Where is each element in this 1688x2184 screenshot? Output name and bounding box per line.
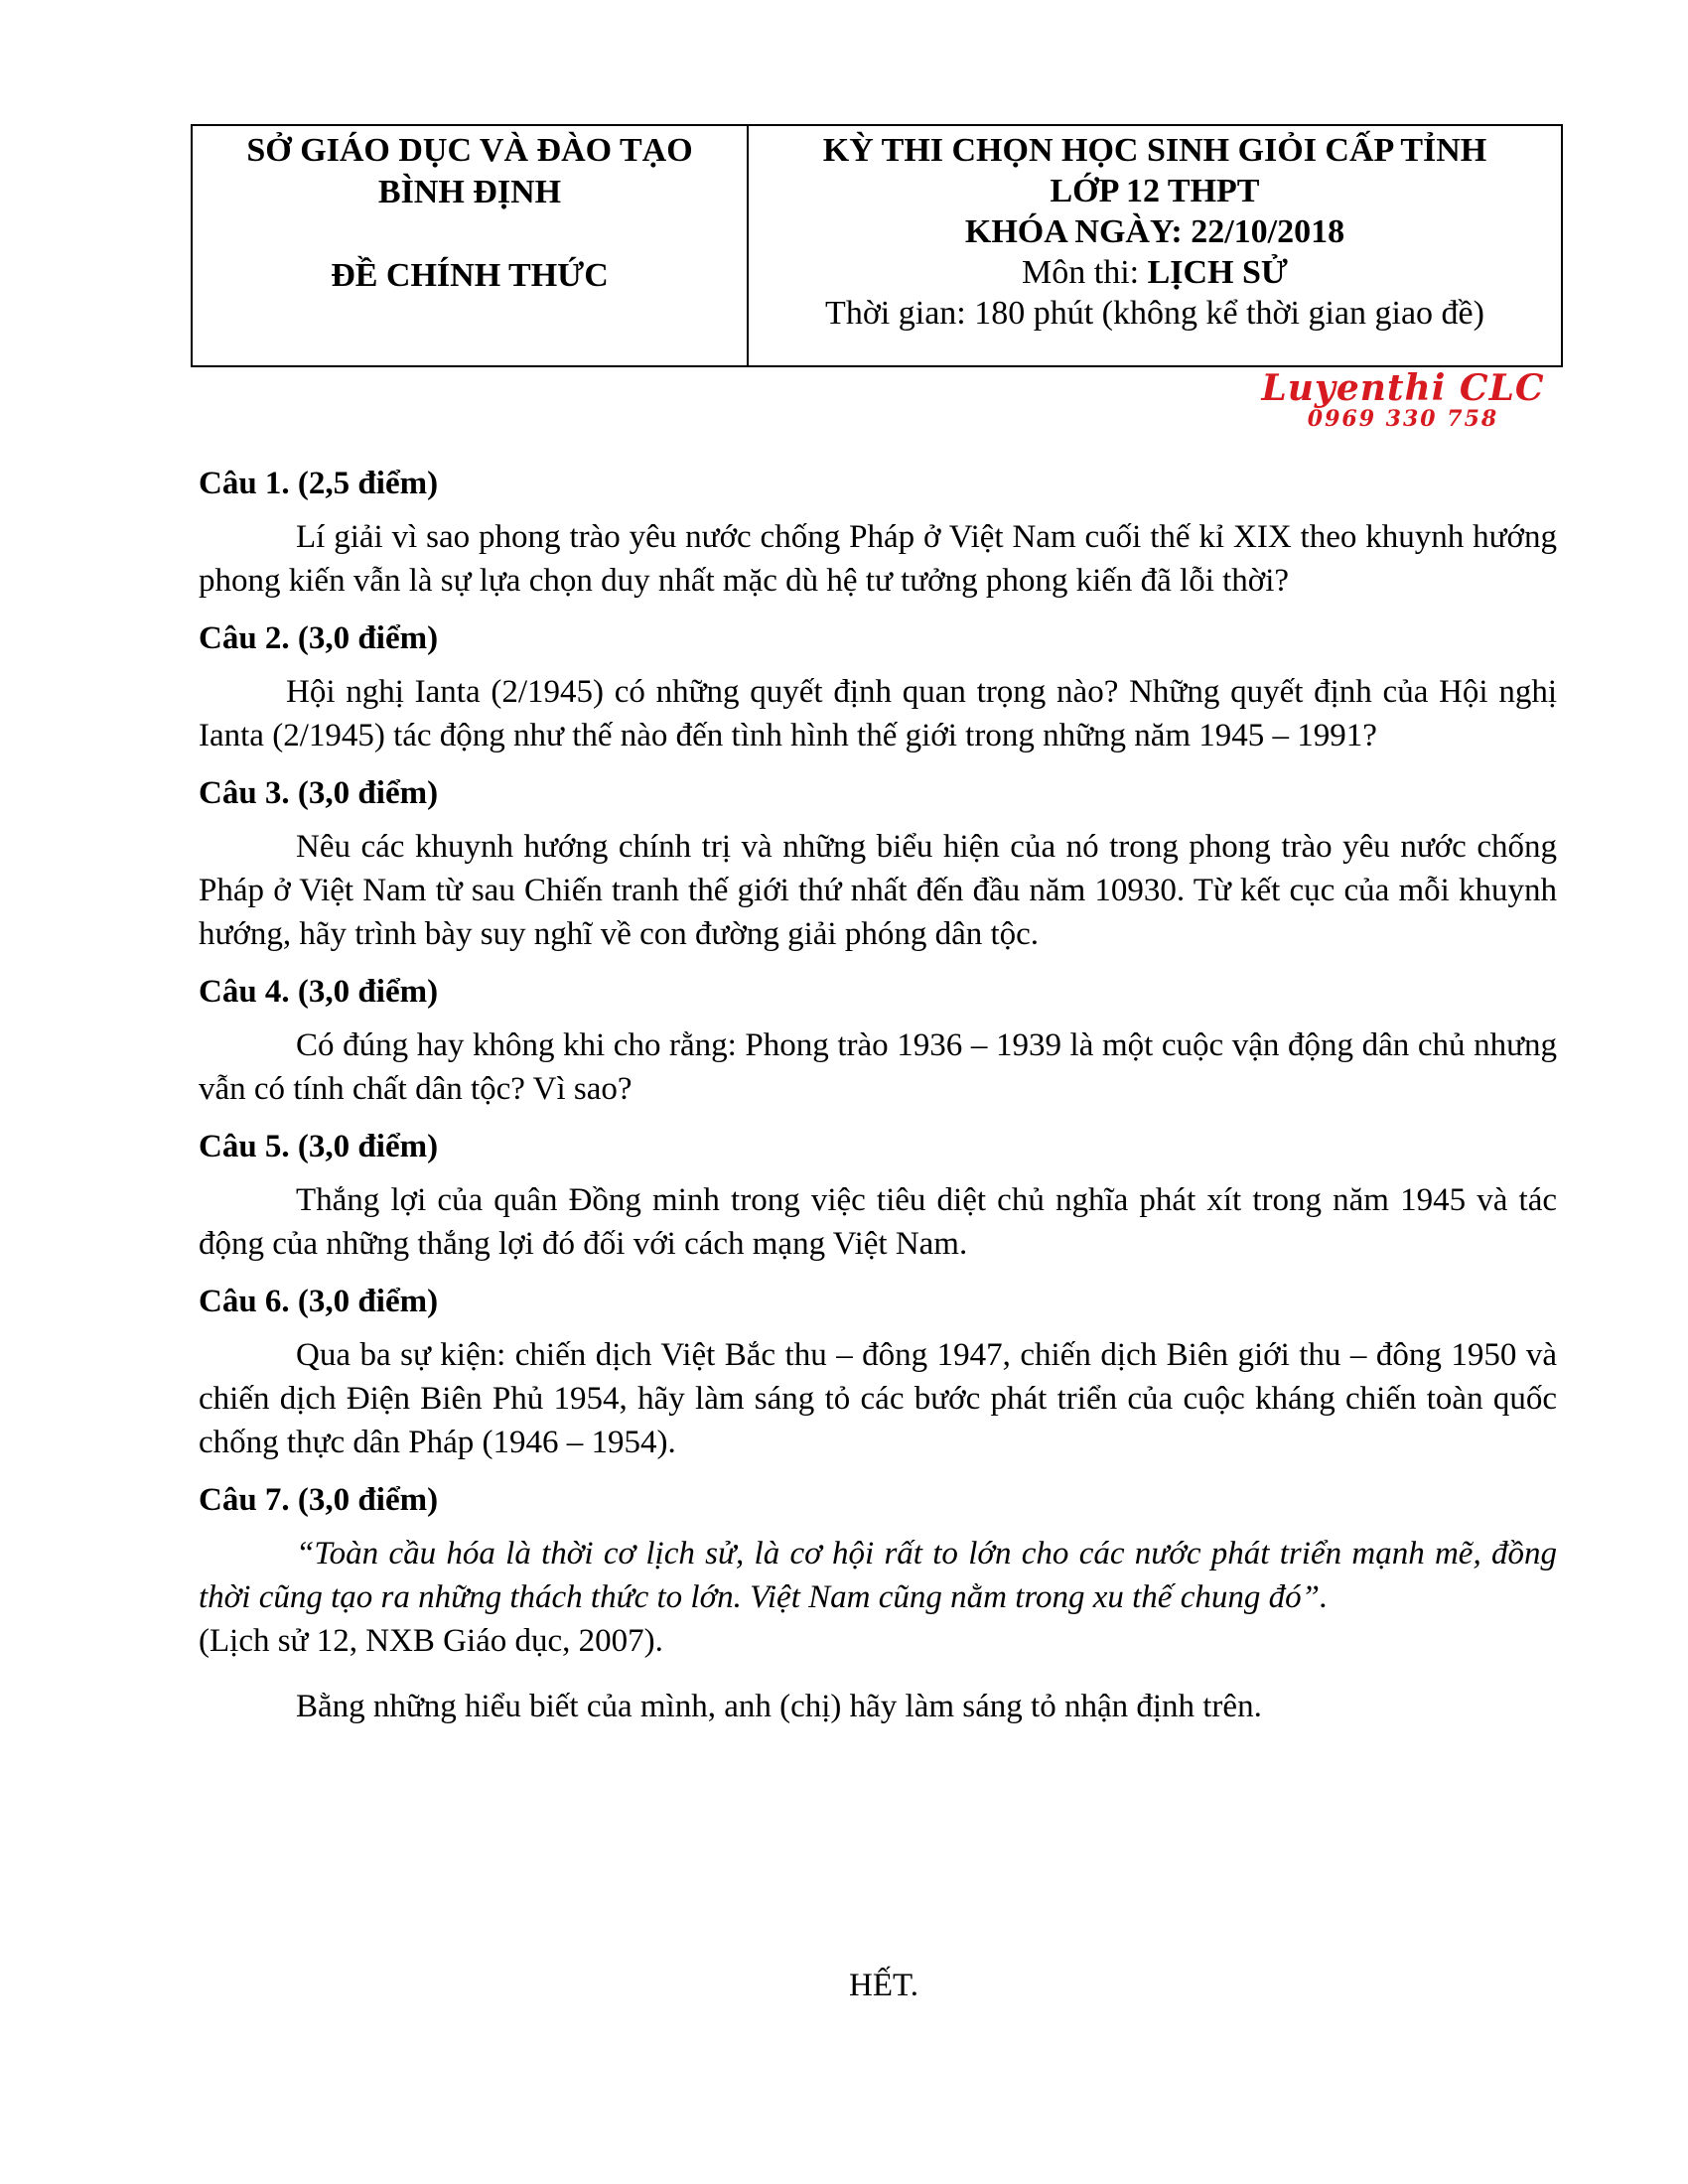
question-4	[199, 970, 1557, 1111]
watermark-phone: 0969 330 758	[1307, 406, 1499, 432]
header-table	[191, 124, 1563, 367]
subject-name: LỊCH SỬ	[1147, 254, 1288, 291]
questions-section	[199, 462, 1557, 1742]
question-title: Câu 4. (3,0 điểm)	[199, 974, 439, 1010]
question-title: Câu 3. (3,0 điểm)	[199, 775, 439, 811]
question-body: Lí giải vì sao phong trào yêu nước chống Pháp ở Việt Nam cuối thế kỉ XIX theo khuynh hướng phong kiến vẫn là sự lựa chọn duy nhất mặc dù hệ tư tưởng phong kiến đã lỗi thời?	[199, 519, 1557, 599]
question-body: Có đúng hay không khi cho rằng: Phong trào 1936 – 1939 là một cuộc vận động dân chủ nhưng vẫn có tính chất dân tộc? Vì sao?	[199, 1027, 1557, 1107]
question-body: Bằng những hiểu biết của mình, anh (chị) hãy làm sáng tỏ nhận định trên.	[296, 1689, 1262, 1724]
exam-subject-line	[749, 252, 1561, 293]
subject-prefix: Môn thi:	[1022, 254, 1148, 291]
department-name: SỞ GIÁO DỤC VÀ ĐÀO TẠO	[246, 132, 693, 169]
watermark-logo	[1249, 369, 1557, 431]
question-title: Câu 1. (2,5 điểm)	[199, 466, 439, 501]
end-marker: HẾT.	[849, 1968, 918, 2003]
watermark-name: Luyenthi CLC	[1261, 367, 1545, 409]
exam-date: KHÓA NGÀY: 22/10/2018	[964, 213, 1345, 250]
question-title: Câu 7. (3,0 điểm)	[199, 1482, 439, 1518]
question-title: Câu 6. (3,0 điểm)	[199, 1284, 439, 1319]
question-title: Câu 5. (3,0 điểm)	[199, 1129, 439, 1164]
question-7	[199, 1478, 1557, 1728]
province-name: BÌNH ĐỊNH	[377, 174, 562, 210]
question-title: Câu 2. (3,0 điểm)	[199, 620, 439, 656]
exam-duration: Thời gian: 180 phút (không kể thời gian giao đề)	[825, 295, 1484, 332]
question-6	[199, 1280, 1557, 1464]
header-right-cell	[749, 126, 1561, 365]
official-exam-label: ĐỀ CHÍNH THỨC	[331, 257, 609, 294]
question-body: Hội nghị Ianta (2/1945) có những quyết định quan trọng nào? Những quyết định của Hội nghị Ianta (2/1945) tác động như thế nào đến tình hình thế giới trong những năm 1945 – 1991?	[199, 674, 1557, 753]
question-1	[199, 462, 1557, 603]
question-2	[199, 616, 1557, 757]
exam-title: KỲ THI CHỌN HỌC SINH GIỎI CẤP TỈNH	[822, 132, 1487, 169]
exam-grade: LỚP 12 THPT	[1050, 173, 1260, 209]
question-body: Thắng lợi của quân Đồng minh trong việc tiêu diệt chủ nghĩa phát xít trong năm 1945 và tác động của những thắng lợi đó đối với cách mạng Việt Nam.	[199, 1182, 1557, 1262]
question-body: Qua ba sự kiện: chiến dịch Việt Bắc thu – đông 1947, chiến dịch Biên giới thu – đông 1950 và chiến dịch Điện Biên Phủ 1954, hãy làm sáng tỏ các bước phát triển của cuộc kháng chiến toàn quốc chống thực dân Pháp (1946 – 1954).	[199, 1337, 1557, 1460]
question-5	[199, 1125, 1557, 1266]
question-body: Nêu các khuynh hướng chính trị và những biểu hiện của nó trong phong trào yêu nước chống Pháp ở Việt Nam từ sau Chiến tranh thế giới thứ nhất đến đầu năm 10930. Từ kết cục của mỗi khuynh hướng, hãy trình bày suy nghĩ về con đường giải phóng dân tộc.	[199, 829, 1557, 952]
header-left-cell	[193, 126, 749, 365]
quote-source: (Lịch sử 12, NXB Giáo dục, 2007).	[199, 1623, 663, 1659]
question-quote: “Toàn cầu hóa là thời cơ lịch sử, là cơ hội rất to lớn cho các nước phát triển mạnh mẽ, đồng thời cũng tạo ra những thách thức to lớn. Việt Nam cũng nằm trong xu thế chung đó”.	[199, 1536, 1557, 1615]
question-3	[199, 771, 1557, 956]
